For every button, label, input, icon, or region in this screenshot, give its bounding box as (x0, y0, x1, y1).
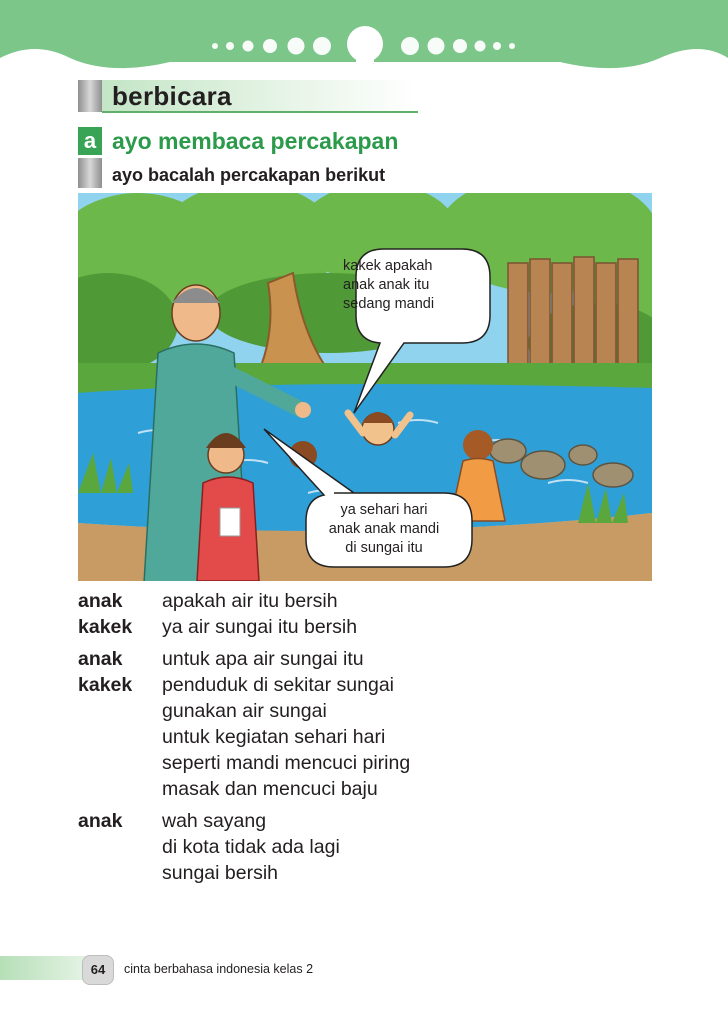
bubble-line: ya sehari hari (340, 502, 428, 518)
dialogue-line: untuk apa air sungai itu (162, 648, 364, 670)
dialogue-lines (162, 646, 678, 672)
bubble-line: di sungai itu (345, 540, 423, 556)
activity-title: ayo membaca percakapan (112, 128, 399, 154)
top-decorative-band (0, 0, 728, 80)
dialogue-turn (78, 672, 678, 802)
speech-bubble-bottom (314, 501, 454, 558)
speaker-name: kakek (78, 616, 133, 638)
bubble-line: anak anak itu (343, 277, 430, 293)
activity-marker (78, 158, 102, 188)
dialogue-line: penduduk di sekitar sungai (162, 674, 394, 696)
speaker-name: anak (78, 648, 123, 670)
dialogue-lines (162, 614, 678, 640)
bubble-line: kakek apakah (343, 258, 433, 274)
footer-band (0, 956, 90, 980)
speech-bubble-top (343, 257, 483, 314)
bubble-line: sedang mandi (343, 296, 435, 312)
dialogue-line: gunakan air sungai (162, 700, 327, 722)
dialogue-line: seperti mandi mencuci piring (162, 752, 411, 774)
speaker-name: anak (78, 590, 123, 612)
page-number: 64 (82, 955, 114, 985)
speaker-name: kakek (78, 674, 133, 696)
dialogue-line: apakah air itu bersih (162, 590, 338, 612)
dialogue-line: ya air sungai itu bersih (162, 616, 358, 638)
activity-instruction: ayo bacalah percakapan berikut (112, 165, 386, 185)
dialogue-line: sungai bersih (162, 862, 278, 884)
dialogue-line: wah sayang (162, 810, 267, 832)
dialogue-line: di kota tidak ada lagi (162, 836, 340, 858)
bubble-line: anak anak mandi (328, 521, 440, 537)
dialogue-turn (78, 808, 678, 886)
dialogue-turn (78, 646, 678, 672)
dialogue-line: untuk kegiatan sehari hari (162, 726, 386, 748)
dialogue (78, 588, 678, 886)
dialogue-turn (78, 588, 678, 614)
river-illustration (78, 193, 652, 581)
section-header-marker (78, 80, 102, 112)
dialogue-lines (162, 588, 678, 614)
book-title: cinta berbahasa indonesia kelas 2 (124, 962, 314, 976)
section-title: berbicara (112, 81, 232, 111)
dialogue-line: masak dan mencuci baju (162, 778, 378, 800)
dialogue-lines (162, 808, 678, 886)
dialogue-turn (78, 614, 678, 640)
speaker-name: anak (78, 810, 123, 832)
dialogue-lines (162, 672, 678, 802)
activity-letter-badge: a (78, 127, 102, 155)
